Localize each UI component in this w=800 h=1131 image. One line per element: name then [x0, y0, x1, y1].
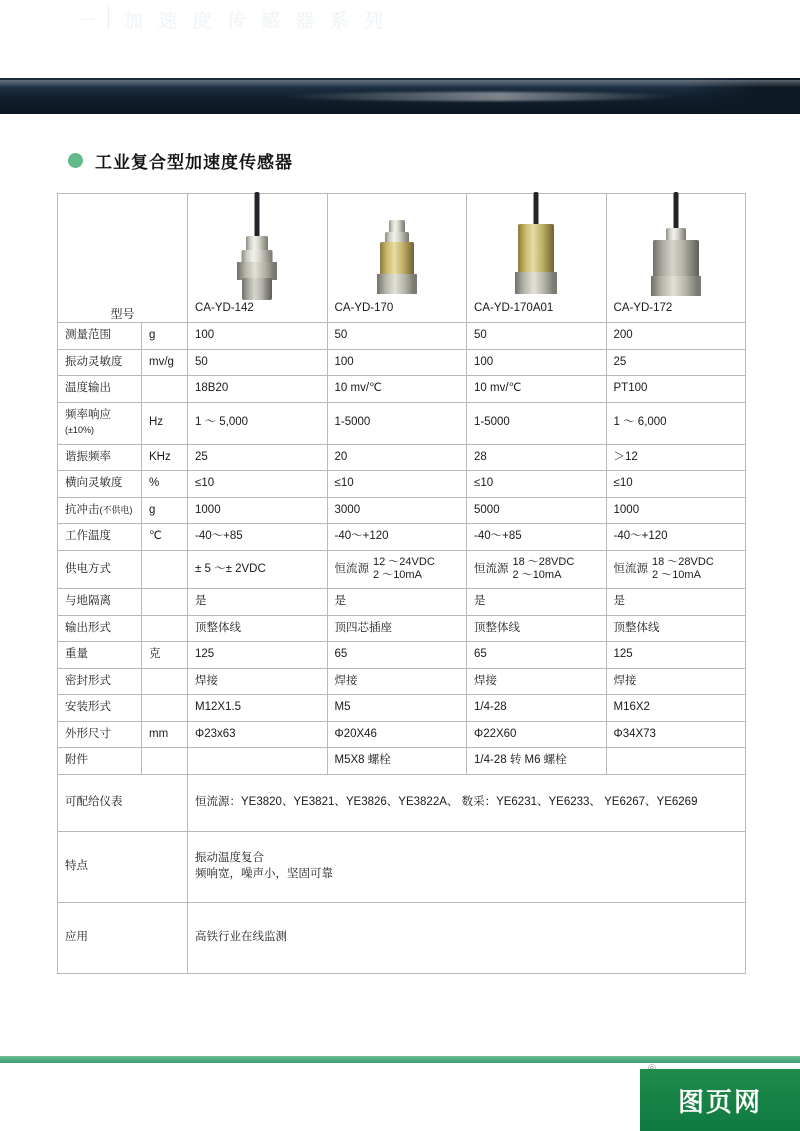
power-value-3-label: 恒流源: [613, 562, 649, 575]
row-param-8: 与地隔离: [58, 589, 142, 616]
row-param-2: 温度输出: [58, 376, 142, 403]
table-row-power-supply: [58, 550, 746, 589]
row-param-12: 安装形式: [58, 695, 142, 722]
power-value-2-line2: 2 ～10mA: [512, 569, 562, 582]
watermark-logo: [640, 1069, 800, 1131]
row-value-8-0: 是: [188, 589, 328, 616]
row-value-13-3: Φ34X73: [606, 721, 746, 748]
row-value-14-1: M5X8 螺栓: [327, 748, 467, 775]
footer-accent-band: [0, 1056, 800, 1063]
row-value-3-3: 1 ～ 6,000: [606, 402, 746, 444]
row-param-9: 输出形式: [58, 615, 142, 642]
table-row: [58, 615, 746, 642]
power-value-1: [327, 550, 467, 589]
note-param-2: 应用: [58, 902, 188, 973]
power-value-2-line1: 18 ～28VDC: [512, 555, 575, 568]
row-unit-4: KHz: [142, 444, 188, 471]
model-label-0: CA-YD-142: [195, 302, 254, 315]
table-row: [58, 444, 746, 471]
row-unit-8: [142, 589, 188, 616]
power-value-1-label: 恒流源: [334, 562, 370, 575]
row-unit-7: ℃: [142, 524, 188, 551]
row-value-1-2: 100: [467, 349, 607, 376]
row-unit-0: g: [142, 323, 188, 350]
row-value-2-2: 10 mv/℃: [467, 376, 607, 403]
row-value-9-3: 顶整体线: [606, 615, 746, 642]
page-header-banner: [0, 78, 800, 114]
note-text-2: 高铁行业在线监测: [188, 902, 746, 973]
row-param-14: 附件: [58, 748, 142, 775]
row-unit-12: [142, 695, 188, 722]
row-value-7-0: -40～+85: [188, 524, 328, 551]
row-value-11-1: 焊接: [327, 668, 467, 695]
row-unit-13: mm: [142, 721, 188, 748]
row-value-13-1: Φ20X46: [327, 721, 467, 748]
table-row: [58, 668, 746, 695]
note-text-0: 恒流源：YE3820、YE3821、YE3826、YE3822A、 数采：YE6231、YE6233、 YE6267、YE6269: [188, 774, 746, 831]
table-row: [58, 642, 746, 669]
row-value-6-1: 3000: [327, 497, 467, 524]
row-value-0-0: 100: [188, 323, 328, 350]
row-value-11-2: 焊接: [467, 668, 607, 695]
row-value-6-0: 1000: [188, 497, 328, 524]
power-value-3: [606, 550, 746, 589]
specification-table: [57, 193, 746, 974]
row-value-9-0: 顶整体线: [188, 615, 328, 642]
row-value-12-3: M16X2: [606, 695, 746, 722]
power-value-0-line1: ± 5 ～± 2VDC: [195, 562, 266, 575]
row-value-2-1: 10 mv/℃: [327, 376, 467, 403]
feature-line-1: 频响宽，噪声小，坚固可靠: [195, 867, 334, 880]
row-unit-10: 克: [142, 642, 188, 669]
model-label-1: CA-YD-170: [334, 302, 394, 315]
note-param-1: 特点: [58, 831, 188, 902]
table-row: [58, 748, 746, 775]
row-value-3-2: 1-5000: [467, 402, 607, 444]
row-param-3: [58, 402, 142, 444]
table-row-product-images: [58, 194, 746, 323]
row-value-10-2: 65: [467, 642, 607, 669]
row-unit-1: mv/g: [142, 349, 188, 376]
row-value-1-3: 25: [606, 349, 746, 376]
bullet-dot-icon: [68, 153, 83, 168]
row-param-6-text: 抗冲击: [65, 503, 100, 516]
table-row-features: [58, 831, 746, 902]
row-unit-9: [142, 615, 188, 642]
row-param-7: 工作温度: [58, 524, 142, 551]
row-value-5-0: ≤10: [188, 471, 328, 498]
row-unit-14: [142, 748, 188, 775]
row-value-2-0: 18B20: [188, 376, 328, 403]
table-row: [58, 721, 746, 748]
row-value-4-3: ＞12: [606, 444, 746, 471]
row-unit-6: g: [142, 497, 188, 524]
table-row: [58, 497, 746, 524]
power-value-2: [467, 550, 607, 589]
power-value-1-line2: 2 ～10mA: [373, 569, 422, 582]
row-value-0-2: 50: [467, 323, 607, 350]
row-value-0-1: 50: [327, 323, 467, 350]
row-value-3-1: 1-5000: [327, 402, 467, 444]
row-value-12-2: 1/4-28: [467, 695, 607, 722]
power-unit: [142, 550, 188, 589]
row-value-14-2: 1/4-28 转 M6 螺栓: [467, 748, 607, 775]
row-param-6-sub: (不供电): [99, 504, 133, 515]
model-label-3: CA-YD-172: [613, 302, 673, 315]
watermark-text: 图页网: [677, 1086, 762, 1117]
feature-line-0: 振动温度复合: [195, 852, 265, 865]
power-value-3-line2: 2 ～10mA: [652, 569, 701, 582]
note-param-0: 可配给仪表: [58, 774, 188, 831]
row-param-3-sub: (±10%): [65, 425, 94, 436]
row-value-14-3: [606, 748, 746, 775]
row-value-1-0: 50: [188, 349, 328, 376]
table-row-compatible-instruments: [58, 774, 746, 831]
row-value-12-0: M12X1.5: [188, 695, 328, 722]
table-row: [58, 524, 746, 551]
row-value-9-1: 顶四芯插座: [327, 615, 467, 642]
power-value-2-label: 恒流源: [474, 562, 509, 575]
row-value-8-1: 是: [327, 589, 467, 616]
row-value-7-3: -40～+120: [606, 524, 746, 551]
row-param-1: 振动灵敏度: [58, 349, 142, 376]
row-value-4-0: 25: [188, 444, 328, 471]
table-row: [58, 376, 746, 403]
row-value-11-3: 焊接: [606, 668, 746, 695]
row-value-5-1: ≤10: [327, 471, 467, 498]
section-heading: [68, 148, 293, 173]
row-value-13-2: Φ22X60: [467, 721, 607, 748]
row-value-11-0: 焊接: [188, 668, 328, 695]
row-param-0: 测量范围: [58, 323, 142, 350]
row-value-9-2: 顶整体线: [467, 615, 607, 642]
row-value-4-1: 20: [327, 444, 467, 471]
banner-gloss: [280, 92, 680, 101]
table-row: [58, 589, 746, 616]
power-value-3-line1: 18 ～28VDC: [652, 555, 714, 568]
row-value-13-0: Φ23x63: [188, 721, 328, 748]
row-param-5: 横向灵敏度: [58, 471, 142, 498]
row-value-5-2: ≤10: [467, 471, 607, 498]
product-cell-3: [606, 194, 746, 323]
param-header-cell: 型号: [58, 194, 188, 323]
row-param-4: 谐振频率: [58, 444, 142, 471]
table-row: [58, 471, 746, 498]
row-param-6: [58, 497, 142, 524]
table-row: [58, 695, 746, 722]
power-value-1-line1: 12 ～24VDC: [373, 555, 435, 568]
power-param: 供电方式: [58, 550, 142, 589]
row-value-5-3: ≤10: [606, 471, 746, 498]
row-value-0-3: 200: [606, 323, 746, 350]
row-param-10: 重量: [58, 642, 142, 669]
row-unit-11: [142, 668, 188, 695]
row-value-7-1: -40～+120: [327, 524, 467, 551]
product-cell-1: [327, 194, 467, 323]
row-unit-5: %: [142, 471, 188, 498]
header-section-number: 一: [78, 11, 97, 31]
row-value-10-3: 125: [606, 642, 746, 669]
row-param-11: 密封形式: [58, 668, 142, 695]
row-value-3-0: 1 ～ 5,000: [188, 402, 328, 444]
header-title: 加 速 度 传 感 器 系 列: [124, 11, 388, 32]
row-value-8-3: 是: [606, 589, 746, 616]
row-value-10-0: 125: [188, 642, 328, 669]
row-unit-2: [142, 376, 188, 403]
note-text-1: [188, 831, 746, 902]
table-row: [58, 402, 746, 444]
row-value-6-2: 5000: [467, 497, 607, 524]
model-label-2: CA-YD-170A01: [474, 302, 554, 315]
row-value-6-3: 1000: [606, 497, 746, 524]
table-row-application: [58, 902, 746, 973]
power-value-0: [188, 550, 328, 589]
banner-tail: [686, 78, 800, 114]
row-unit-3: Hz: [142, 402, 188, 444]
row-value-12-1: M5: [327, 695, 467, 722]
row-value-7-2: -40～+85: [467, 524, 607, 551]
header-divider: [108, 6, 109, 30]
row-value-8-2: 是: [467, 589, 607, 616]
row-value-1-1: 100: [327, 349, 467, 376]
row-value-4-2: 28: [467, 444, 607, 471]
row-value-14-0: [188, 748, 328, 775]
product-cell-2: [467, 194, 607, 323]
row-param-3-text: 频率响应: [65, 408, 111, 421]
table-row: [58, 323, 746, 350]
section-title-text: 工业复合型加速度传感器: [95, 153, 293, 172]
row-value-10-1: 65: [327, 642, 467, 669]
row-param-13: 外形尺寸: [58, 721, 142, 748]
product-cell-0: [188, 194, 328, 323]
row-value-2-3: PT100: [606, 376, 746, 403]
table-row: [58, 349, 746, 376]
